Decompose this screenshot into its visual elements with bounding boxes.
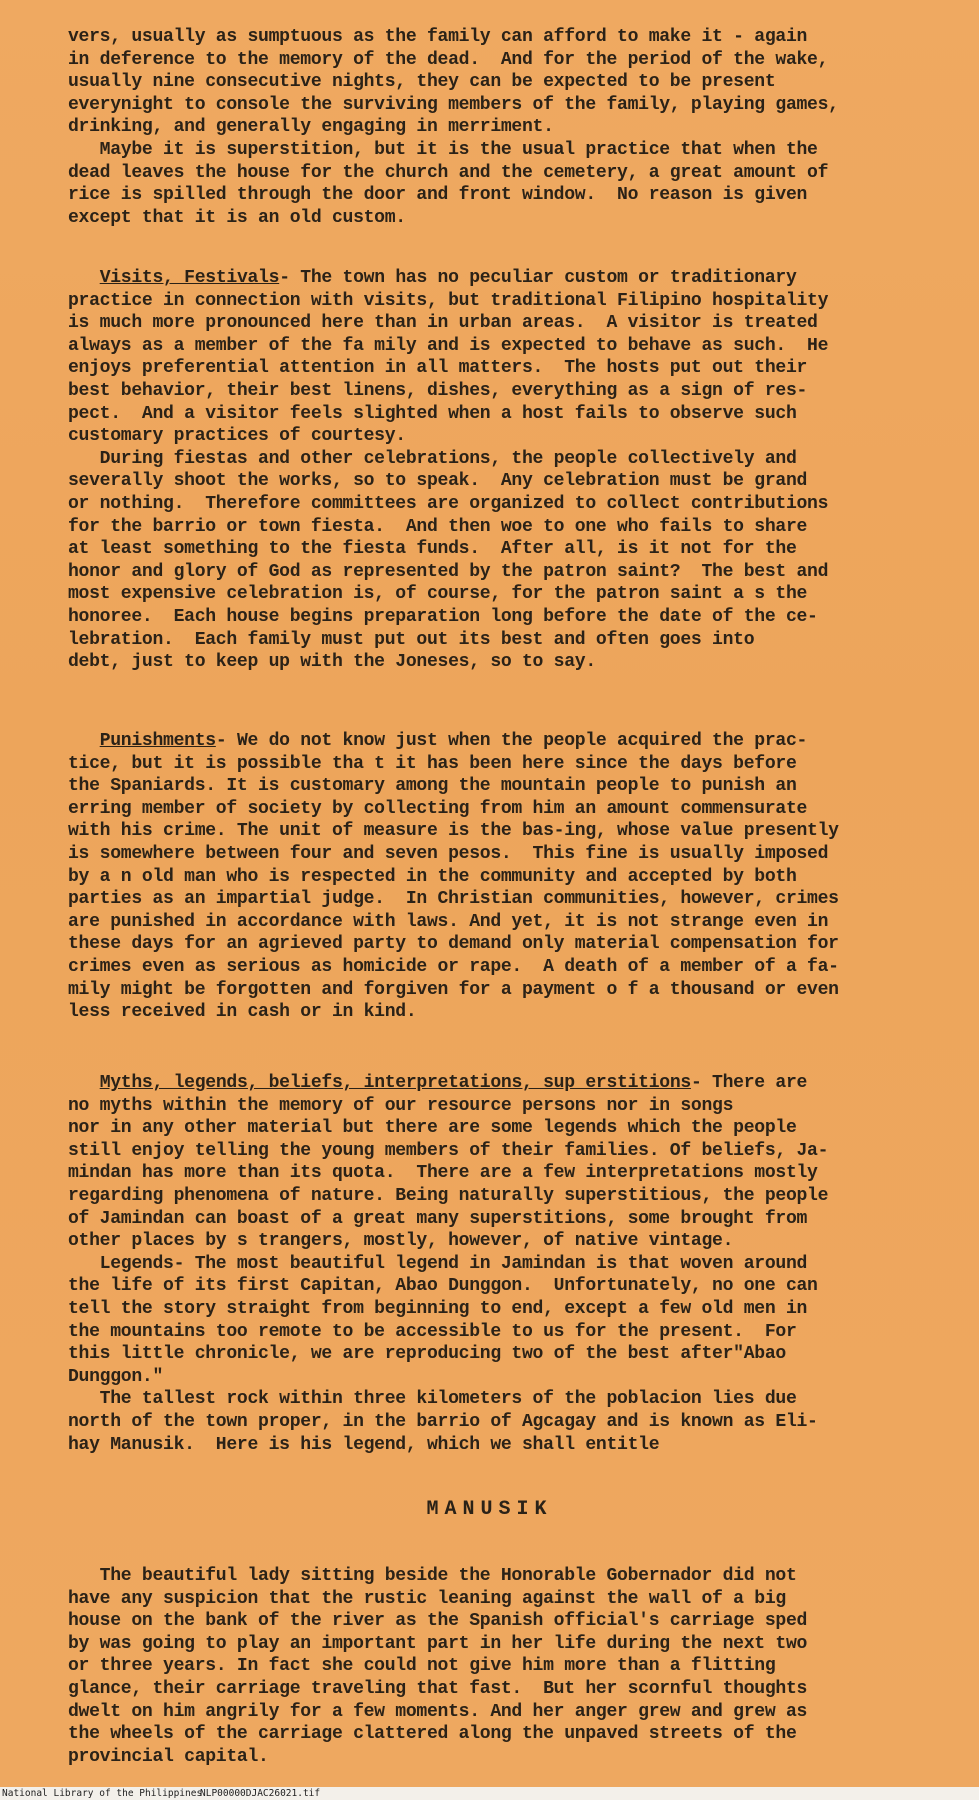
text-line: Maybe it is superstition, but it is the usual practice that when the — [68, 139, 818, 160]
text-line: usually nine consecutive nights, they can be expected to be present — [68, 72, 776, 93]
scan-footer — [0, 1787, 979, 1800]
text-line: or nothing. Therefore committees are organized to collect contributions — [68, 493, 829, 514]
text-line: for the barrio or town fiesta. And then woe to one who fails to share — [68, 516, 808, 537]
text-line: provincial capital. — [68, 1746, 269, 1767]
text-line: Myths, legends, beliefs, interpretations, sup erstitions- There are — [99, 1073, 808, 1093]
text-line: crimes even as serious as homicide or rape. A death of a member of a fa- — [68, 956, 839, 977]
text-line: regarding phenomena of nature. Being naturally superstitious, the people — [68, 1185, 829, 1206]
text-line: or three years. In fact she could not give him more than a flitting — [68, 1656, 776, 1677]
section-heading: Myths, legends, beliefs, interpretations, sup erstitions — [99, 1073, 691, 1093]
text-line: severally shoot the works, so to speak. Any celebration must be grand — [68, 471, 808, 492]
legend-title: MANUSIK — [426, 1498, 553, 1521]
text-line: hay Manusik. Here is his legend, which we shall entitle — [68, 1434, 660, 1455]
text-line: the Spaniards. It is customary among the mountain people to punish an — [68, 776, 797, 797]
text-line: at least something to the fiesta funds. After all, is it not for the — [68, 539, 797, 560]
text-line: nor in any other material but there are some legends which the people — [68, 1118, 797, 1139]
section-myths-legends — [68, 1072, 953, 1456]
text-line: tell the story straight from beginning to end, except a few old men in — [68, 1298, 808, 1319]
footer-filename: NLP00000DJAC26021.tif — [200, 1788, 321, 1799]
text-line: dwelt on him angrily for a few moments. And her anger grew and grew as — [68, 1701, 808, 1722]
text-line: most expensive celebration is, of course, for the patron saint a s the — [68, 584, 808, 605]
text-line: mily might be forgotten and forgiven for a payment o f a thousand or even — [68, 979, 839, 1000]
text-line: The tallest rock within three kilometers of the poblacion lies due — [68, 1389, 797, 1410]
text-line: mindan has more than its quota. There are a few interpretations mostly — [68, 1163, 818, 1184]
text-line: rice is spilled through the door and front window. No reason is given — [68, 185, 808, 206]
text-line: this little chronicle, we are reproducing two of the best after"Abao — [68, 1344, 786, 1365]
text-line: are punished in accordance with laws. And yet, it is not strange even in — [68, 911, 829, 932]
text-line: the life of its first Capitan, Abao Dunggon. Unfortunately, no one can — [68, 1276, 818, 1297]
text-line: house on the bank of the river as the Spanish official's carriage sped — [68, 1611, 808, 1632]
text-line: have any suspicion that the rustic leaning against the wall of a big — [68, 1588, 786, 1609]
text-line: dead leaves the house for the church and the cemetery, a great amount of — [68, 162, 829, 183]
text-line: except that it is an old custom. — [68, 207, 406, 228]
text-line: lebration. Each family must put out its best and often goes into — [68, 629, 755, 650]
text-line: the wheels of the carriage clattered along the unpaved streets of the — [68, 1724, 797, 1745]
text-line: these days for an agrieved party to demand only material compensation for — [68, 934, 839, 955]
section-punishments — [68, 730, 953, 1024]
text-line: tice, but it is possible tha t it has been here since the days before — [68, 753, 797, 774]
text-line: still enjoy telling the young members of their families. Of beliefs, Ja- — [68, 1140, 829, 1161]
text-line: best behavior, their best linens, dishes, everything as a sign of res- — [68, 380, 808, 401]
text-line: honor and glory of God as represented by the patron saint? The best and — [68, 561, 829, 582]
text-line: less received in cash or in kind. — [68, 1002, 417, 1023]
text-line: Legends- The most beautiful legend in Jamindan is that woven around — [68, 1253, 808, 1274]
section-heading: Punishments — [99, 731, 216, 751]
text-line: with his crime. The unit of measure is the bas-ing, whose value presently — [68, 821, 839, 842]
text-line: enjoys preferential attention in all matters. The hosts put out their — [68, 358, 808, 379]
text-line: north of the town proper, in the barrio of Agcagay and is known as Eli- — [68, 1411, 818, 1432]
text-line: The beautiful lady sitting beside the Honorable Gobernador did not — [68, 1566, 797, 1586]
paragraph-manusik-story — [68, 1565, 953, 1768]
text-line: Punishments- We do not know just when the people acquired the prac- — [99, 731, 808, 751]
text-line: is much more pronounced here than in urban areas. A visitor is treated — [68, 313, 818, 334]
text-line: glance, their carriage traveling that fast. But her scornful thoughts — [68, 1678, 808, 1699]
text-line: During fiestas and other celebrations, the people collectively and — [68, 448, 797, 469]
text-line: debt, just to keep up with the Joneses, so to say. — [68, 652, 596, 673]
text-line: erring member of society by collecting from him an amount commensurate — [68, 798, 808, 819]
section-heading: Visits, Festivals — [99, 268, 280, 288]
text-line: other places by s trangers, mostly, however, of native vintage. — [68, 1231, 734, 1252]
text-line: honoree. Each house begins preparation long before the date of the ce- — [68, 606, 818, 627]
text-line: no myths within the memory of our resource persons nor in songs — [68, 1095, 734, 1116]
text-line: pect. And a visitor feels slighted when a host fails to observe such — [68, 403, 797, 424]
paragraph-wake-customs — [68, 26, 953, 229]
text-line: vers, usually as sumptuous as the family can afford to make it - again — [68, 27, 808, 47]
footer-library: National Library of the Philippines — [2, 1788, 203, 1799]
text-line: in deference to the memory of the dead. And for the period of the wake, — [68, 49, 829, 70]
text-line: parties as an impartial judge. In Christian communities, however, crimes — [68, 889, 839, 910]
text-line: of Jamindan can boast of a great many superstitions, some brought from — [68, 1208, 808, 1229]
section-visits-festivals — [68, 267, 953, 674]
text-line: the mountains too remote to be accessible to us for the present. For — [68, 1321, 797, 1342]
text-line: is somewhere between four and seven pesos. This fine is usually imposed — [68, 843, 829, 864]
text-line: by was going to play an important part in her life during the next two — [68, 1633, 808, 1654]
text-line: Visits, Festivals- The town has no peculiar custom or traditionary — [99, 268, 797, 288]
text-line: drinking, and generally engaging in merriment. — [68, 117, 554, 138]
text-line: Dunggon." — [68, 1366, 164, 1387]
text-line: everynight to console the surviving members of the family, playing games, — [68, 94, 839, 115]
text-line: customary practices of courtesy. — [68, 426, 406, 447]
text-line: by a n old man who is respected in the community and accepted by both — [68, 866, 797, 887]
text-line: always as a member of the fa mily and is expected to behave as such. He — [68, 335, 829, 356]
text-line: practice in connection with visits, but traditional Filipino hospitality — [68, 290, 829, 311]
